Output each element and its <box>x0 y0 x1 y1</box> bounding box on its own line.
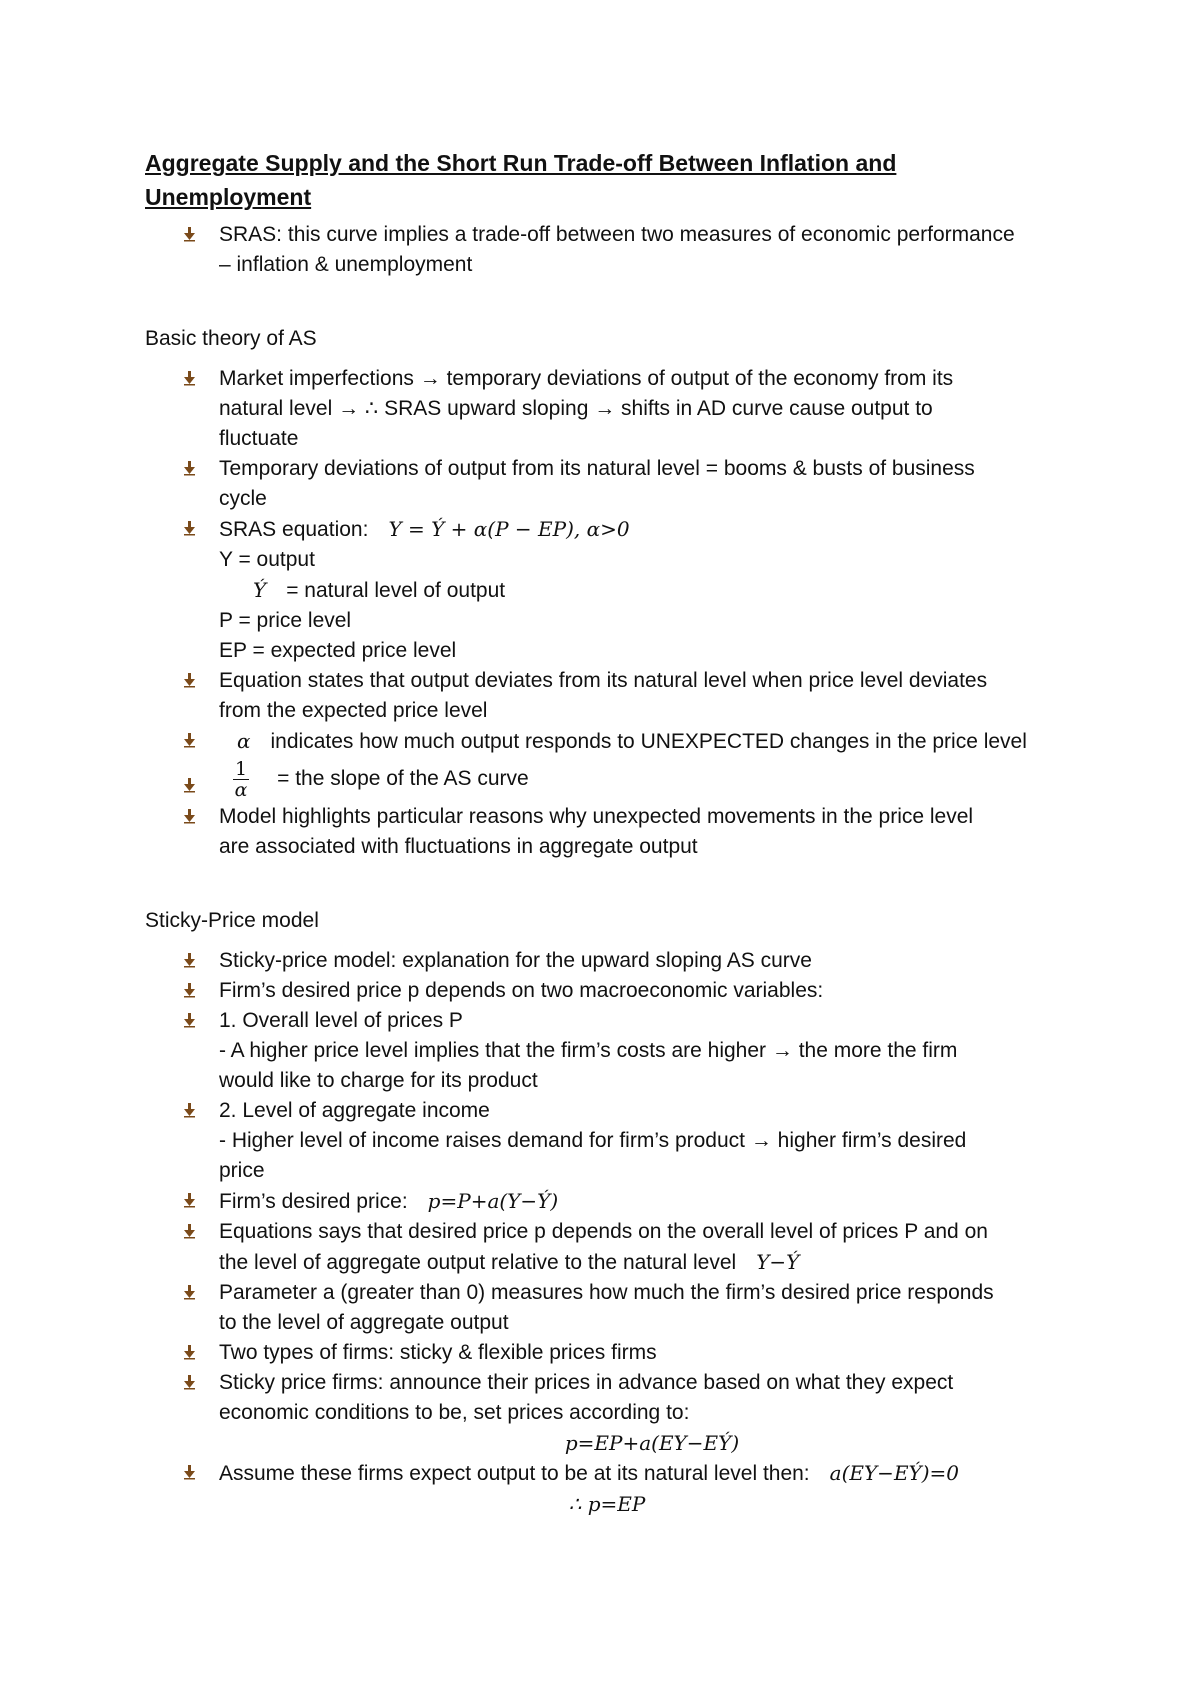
arrow-bullet-icon <box>181 520 197 536</box>
list-item <box>145 1217 1085 1278</box>
title-line-1: Aggregate Supply and the Short Run Trade-off Between Inflation and <box>145 150 897 176</box>
text-line: economic conditions to be, set prices according to: <box>219 1401 690 1424</box>
text-line: Temporary deviations of output from its natural level = booms & busts of business <box>219 457 975 480</box>
text-line: Equations says that desired price p depends on the overall level of prices P and on <box>219 1220 988 1243</box>
text-line: SRAS: this curve implies a trade-off between two measures of economic performance <box>219 223 1015 246</box>
text-line <box>219 759 1085 800</box>
list-item <box>145 1278 1085 1338</box>
text-line <box>219 514 1085 545</box>
section-heading-sticky-price: Sticky-Price model <box>145 909 319 932</box>
text-line: cycle <box>219 487 267 510</box>
arrow-bullet-icon <box>181 1102 197 1118</box>
text-fragment: Assume these firms expect output to be at its natural level then: <box>219 1462 810 1485</box>
arrow-bullet-icon <box>181 1344 197 1360</box>
text-line: natural level → ∴ SRAS upward sloping → shifts in AD curve cause output to <box>219 397 933 420</box>
list-item <box>145 514 1085 666</box>
slope-description: = the slope of the AS curve <box>277 767 529 791</box>
text-line: Sticky-price model: explanation for the upward sloping AS curve <box>219 949 812 972</box>
text-line: would like to charge for its product <box>219 1069 538 1092</box>
arrow-bullet-icon <box>181 1012 197 1028</box>
fraction-numerator: 1 <box>235 758 248 780</box>
natural-output-symbol: Ý <box>253 578 267 602</box>
document-body <box>145 146 1085 1519</box>
text-line: are associated with fluctuations in aggregate output <box>219 835 698 858</box>
document-title <box>145 146 1085 214</box>
list-item <box>145 1338 1085 1368</box>
text-line: Equation states that output deviates from its natural level when price level deviates <box>219 669 988 692</box>
text-line: Firm’s desired price p depends on two macroeconomic variables: <box>219 979 824 1002</box>
arrow-bullet-icon <box>181 808 197 824</box>
arrow-bullet-icon <box>181 952 197 968</box>
output-gap-expression: Y−Ý <box>756 1250 800 1274</box>
text-line <box>219 1458 1085 1489</box>
slope-fraction <box>233 759 249 800</box>
list-item <box>145 364 1085 454</box>
text-line: Market imperfections → temporary deviations of output of the economy from its <box>219 367 954 390</box>
list-item <box>145 666 1085 726</box>
list-item <box>145 1186 1085 1217</box>
text-line: 2. Level of aggregate income <box>219 1099 490 1122</box>
list-item <box>145 454 1085 514</box>
text-line: EP = expected price level <box>219 639 457 662</box>
list-item <box>145 802 1085 862</box>
sticky-price-equation: p=EP+a(EY−EÝ) <box>564 1431 740 1455</box>
arrow-bullet-icon <box>181 1192 197 1208</box>
intro-list <box>145 220 1085 280</box>
list-item <box>145 1368 1085 1458</box>
text-line: price <box>219 1159 265 1182</box>
arrow-bullet-icon <box>181 1223 197 1239</box>
list-item <box>145 726 1085 757</box>
arrow-bullet-icon <box>181 1464 197 1480</box>
list-item <box>145 220 1085 280</box>
arrow-bullet-icon <box>181 226 197 242</box>
list-item <box>145 976 1085 1006</box>
text-line: to the level of aggregate output <box>219 1311 509 1334</box>
text-line: P = price level <box>219 609 352 632</box>
desired-price-label: Firm’s desired price: <box>219 1190 408 1213</box>
desired-price-equation: p=P+a(Y−Ý) <box>427 1189 559 1213</box>
text-line: Sticky price firms: announce their prices in advance based on what they expect <box>219 1371 954 1394</box>
list-item <box>145 1096 1085 1186</box>
text-line: Two types of firms: sticky & flexible prices firms <box>219 1341 657 1364</box>
fraction-denominator: α <box>234 779 248 801</box>
arrow-bullet-icon <box>181 1284 197 1300</box>
arrow-bullet-icon <box>181 777 197 793</box>
text-line: Y = output <box>219 548 315 571</box>
sras-equation-label: SRAS equation: <box>219 518 369 541</box>
text-line: Model highlights particular reasons why unexpected movements in the price level <box>219 805 974 828</box>
section-heading-basic-theory: Basic theory of AS <box>145 327 317 350</box>
alpha-symbol: α <box>237 729 251 753</box>
text-fragment: the level of aggregate output relative to the natural level <box>219 1251 737 1274</box>
text-line: fluctuate <box>219 427 299 450</box>
list-item <box>145 759 1085 800</box>
sticky-price-list <box>145 946 1085 1519</box>
arrow-bullet-icon <box>181 1374 197 1390</box>
therefore-equation: ∴ p=EP <box>568 1492 646 1516</box>
list-item <box>145 1006 1085 1096</box>
text-line <box>219 575 1085 606</box>
list-item <box>145 946 1085 976</box>
sras-equation: Y = Ý + α(P − EP), α>0 <box>388 517 630 541</box>
text-line: - A higher price level implies that the firm’s costs are higher → the more the firm <box>219 1039 958 1062</box>
basic-theory-list <box>145 364 1085 862</box>
text-line <box>219 1186 1085 1217</box>
definition-text: = natural level of output <box>286 579 506 602</box>
arrow-bullet-icon <box>181 982 197 998</box>
title-line-2: Unemployment <box>145 184 312 210</box>
arrow-bullet-icon <box>181 460 197 476</box>
alpha-description: indicates how much output responds to UNEXPECTED changes in the price level <box>270 730 1027 753</box>
arrow-bullet-icon <box>181 370 197 386</box>
arrow-bullet-icon <box>181 732 197 748</box>
text-line <box>219 726 1085 757</box>
text-line: 1. Overall level of prices P <box>219 1009 463 1032</box>
expectation-equation: a(EY−EÝ)=0 <box>829 1461 960 1485</box>
text-line: – inflation & unemployment <box>219 253 473 276</box>
text-line: Parameter a (greater than 0) measures how much the firm’s desired price responds <box>219 1281 994 1304</box>
arrow-bullet-icon <box>181 672 197 688</box>
text-line: - Higher level of income raises demand for firm’s product → higher firm’s desired <box>219 1129 967 1152</box>
text-line: from the expected price level <box>219 699 488 722</box>
list-item <box>145 1458 1085 1519</box>
text-line <box>219 1247 1085 1278</box>
